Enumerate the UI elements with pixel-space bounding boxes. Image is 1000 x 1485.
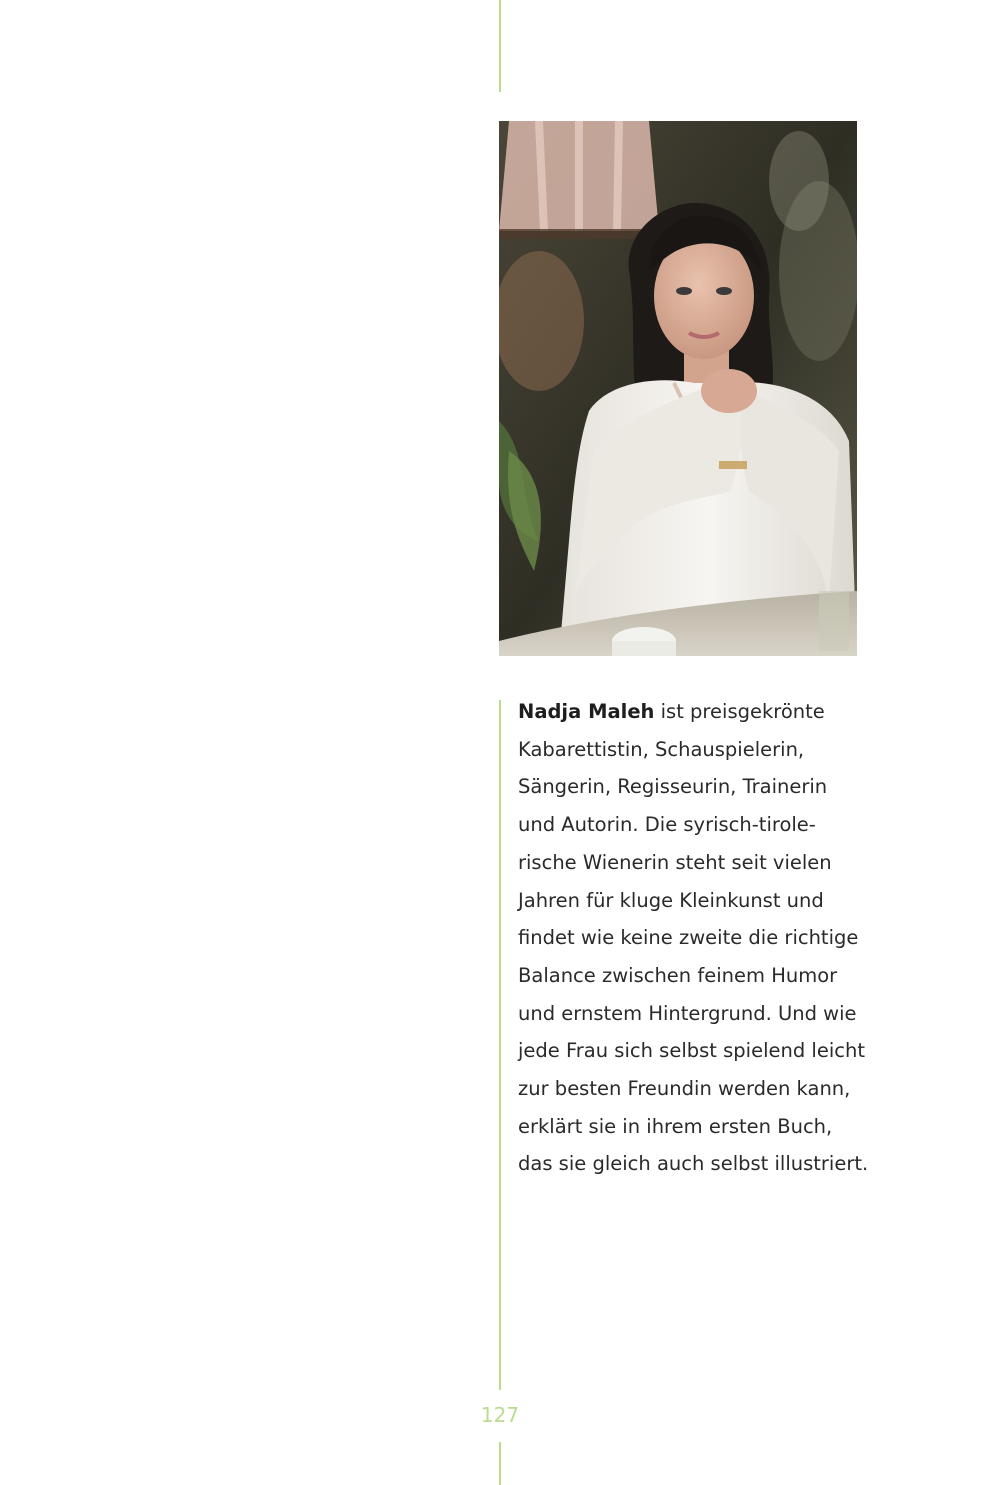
bio-line-10: jede Frau sich selbst spielend leicht — [518, 1039, 865, 1063]
vertical-rule-text — [499, 700, 501, 1390]
bio-line-2: Kabarettistin, Schauspielerin, — [518, 737, 805, 761]
bio-line-4: und Autorin. Die syrisch-tirole- — [518, 813, 816, 837]
bio-line-1: Nadja Maleh ist preisgekrönte — [518, 700, 825, 723]
bio-line-12: erklärt sie in ihrem ersten Buch, — [518, 1114, 833, 1138]
page-number: 127 — [480, 1403, 520, 1427]
bio-line-9: und ernstem Hintergrund. Und wie — [518, 1001, 857, 1025]
bio-line-3: Sängerin, Regisseurin, Trainerin — [518, 775, 828, 799]
bio-line-6: Jahren für kluge Kleinkunst und — [518, 888, 824, 912]
bio-line-8: Balance zwischen feinem Humor — [518, 963, 838, 987]
bio-line-5: rische Wienerin steht seit vielen — [518, 850, 832, 874]
bio-line-11: zur besten Freundin werden kann, — [518, 1077, 851, 1101]
vertical-rule-bottom — [499, 1442, 501, 1485]
author-bio — [518, 693, 878, 1183]
author-name: Nadja Maleh — [518, 700, 655, 723]
bio-line-13: das sie gleich auch selbst illustriert. — [518, 1152, 869, 1176]
vertical-rule-top — [499, 0, 501, 92]
author-portrait — [499, 121, 857, 656]
bio-line-7: findet wie keine zweite die richtige — [518, 926, 859, 950]
